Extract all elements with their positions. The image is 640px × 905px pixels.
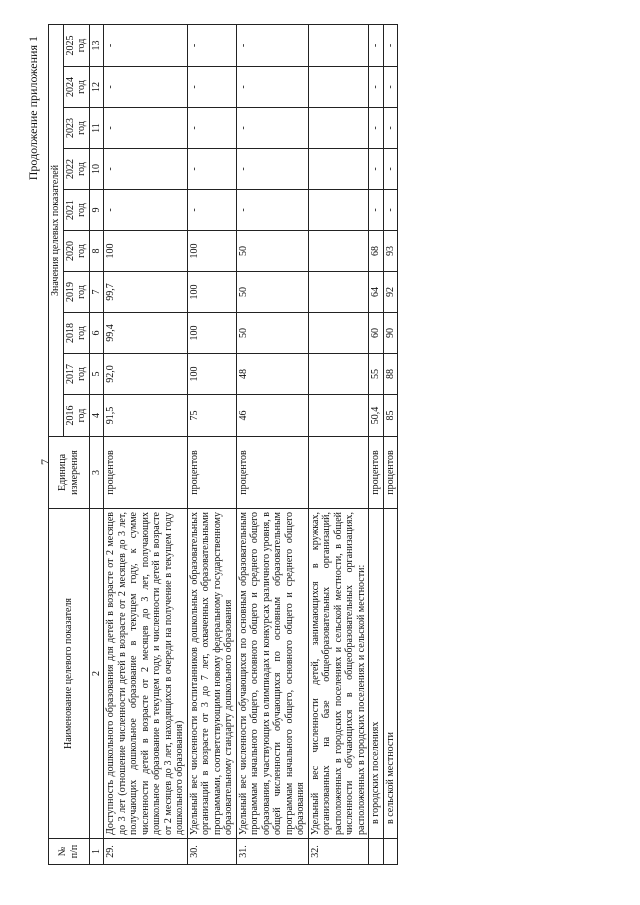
table-row [369, 24, 384, 864]
table-row [104, 24, 188, 864]
value-cell: 100 [187, 313, 236, 354]
value-cell: - [187, 108, 236, 149]
header-col-number: 5 [89, 354, 104, 395]
value-cell: 92,0 [104, 354, 188, 395]
indicator-name: Доступность дошкольного образования для детей в возрасте от 2 месяцев до 3 лет (отношение численности детей в возрасте от 2 месяцев до 3 лет, получающих дошкольное образование в текущем году, к сумме численности детей в возрасте от 2 месяцев до 3 лет, получающих дошкольное образование в текущем году, и численности детей в возрасте от 2 месяцев до 3 лет, находящихся в очереди на получение в текущем году дошкольного образования) [104, 509, 188, 839]
row-number: 32. [308, 839, 369, 865]
header-year: 2023 год [63, 108, 89, 149]
unit-cell: процентов [104, 437, 188, 509]
header-col-number: 9 [89, 190, 104, 231]
value-cell: - [369, 108, 384, 149]
row-number: 31. [236, 839, 308, 865]
value-cell: 48 [236, 354, 308, 395]
value-cell [308, 313, 369, 354]
unit-cell: процентов [236, 437, 308, 509]
header-unit: Единица измерения [49, 437, 90, 509]
header-col-number: 2 [89, 509, 104, 839]
value-cell: - [383, 108, 398, 149]
value-cell: 100 [104, 231, 188, 272]
indicator-name: Удельный вес численности детей, занимающихся в кружках, организованных на базе общеобразовательных организаций, расположенных в городских поселениях и сельской местности, в общей численности обучающихся в общеобразовательных организациях, расположенных в городских поселениях и сельской местности: [308, 509, 369, 839]
indicator-name: Удельный вес численности воспитанников дошкольных образовательных организаций в возрасте от 3 до 7 лет, охваченных образовательными программами, соответствующими новому федеральному государственному образовательному стандарту дошкольного образования [187, 509, 236, 839]
value-cell: - [236, 24, 308, 66]
unit-cell: процентов [383, 437, 398, 509]
header-col-number: 13 [89, 24, 104, 66]
value-cell: 90 [383, 313, 398, 354]
header-col-number: 8 [89, 231, 104, 272]
value-cell: - [187, 190, 236, 231]
value-cell [308, 395, 369, 437]
value-cell: 75 [187, 395, 236, 437]
value-cell: - [104, 190, 188, 231]
value-cell: 92 [383, 272, 398, 313]
header-year: 2020 год [63, 231, 89, 272]
value-cell: - [383, 24, 398, 66]
header-year: 2016 год [63, 395, 89, 437]
value-cell: 55 [369, 354, 384, 395]
value-cell [308, 354, 369, 395]
header-col-number: 12 [89, 67, 104, 108]
header-values-group: Значения целевых показателей [49, 24, 64, 436]
value-cell: 99,7 [104, 272, 188, 313]
unit-cell: процентов [369, 437, 384, 509]
header-col-number: 6 [89, 313, 104, 354]
value-cell: - [369, 190, 384, 231]
value-cell [308, 272, 369, 313]
value-cell: - [104, 108, 188, 149]
value-cell: 100 [187, 272, 236, 313]
header-year: 2022 год [63, 149, 89, 190]
header-year: 2019 год [63, 272, 89, 313]
value-cell: - [369, 24, 384, 66]
value-cell: 64 [369, 272, 384, 313]
value-cell [308, 67, 369, 108]
value-cell: - [369, 149, 384, 190]
unit-cell [308, 437, 369, 509]
value-cell: - [383, 190, 398, 231]
value-cell: 50 [236, 272, 308, 313]
row-number: 30. [187, 839, 236, 865]
indicator-name: Удельный вес численности обучающихся по основным образовательным программам начального общего, основного общего и среднего общего образования, участвующих в олимпиадах и конкурсах различного уровня, в общей численности обучающихся по основным образовательным программам начального общего, основного общего и среднего общего образования [236, 509, 308, 839]
indicators-table [48, 24, 398, 865]
value-cell [308, 190, 369, 231]
header-year: 2017 год [63, 354, 89, 395]
value-cell: - [369, 67, 384, 108]
value-cell [308, 24, 369, 66]
value-cell: - [104, 149, 188, 190]
value-cell: - [104, 67, 188, 108]
value-cell: - [383, 149, 398, 190]
value-cell: 46 [236, 395, 308, 437]
value-cell [308, 149, 369, 190]
row-number: 29. [104, 839, 188, 865]
header-col-number: 11 [89, 108, 104, 149]
header-col-number: 4 [89, 395, 104, 437]
table-row [308, 24, 369, 864]
header-col-number: 10 [89, 149, 104, 190]
row-number [369, 839, 384, 865]
header-col-number: 1 [89, 839, 104, 865]
value-cell: 85 [383, 395, 398, 437]
value-cell: 91,5 [104, 395, 188, 437]
unit-cell: процентов [187, 437, 236, 509]
value-cell [308, 231, 369, 272]
header-year: 2025 год [63, 24, 89, 66]
row-number [383, 839, 398, 865]
header-num: № п/п [49, 839, 90, 865]
header-year: 2018 год [63, 313, 89, 354]
value-cell: 60 [369, 313, 384, 354]
indicator-name: в сельской местности [383, 509, 398, 839]
value-cell: 68 [369, 231, 384, 272]
value-cell: - [236, 149, 308, 190]
value-cell: 99,4 [104, 313, 188, 354]
value-cell: 50 [236, 313, 308, 354]
value-cell: 93 [383, 231, 398, 272]
header-year: 2021 год [63, 190, 89, 231]
value-cell: - [187, 149, 236, 190]
value-cell: - [236, 108, 308, 149]
table-row [383, 24, 398, 864]
table-row [236, 24, 308, 864]
value-cell: 100 [187, 354, 236, 395]
value-cell: - [236, 67, 308, 108]
continuation-note: Продолжение приложения 1 [26, 36, 40, 181]
value-cell: - [236, 190, 308, 231]
value-cell: - [187, 67, 236, 108]
value-cell: - [383, 67, 398, 108]
header-name: Наименование целевого показателя [49, 509, 90, 839]
header-col-number: 7 [89, 272, 104, 313]
value-cell: 50,4 [369, 395, 384, 437]
page-number: 7 [38, 459, 52, 465]
value-cell [308, 108, 369, 149]
indicator-name: в городских поселениях [369, 509, 384, 839]
header-col-number: 3 [89, 437, 104, 509]
header-year: 2024 год [63, 67, 89, 108]
value-cell: 100 [187, 231, 236, 272]
table-row [187, 24, 236, 864]
value-cell: 88 [383, 354, 398, 395]
value-cell: - [187, 24, 236, 66]
value-cell: - [104, 24, 188, 66]
value-cell: 50 [236, 231, 308, 272]
